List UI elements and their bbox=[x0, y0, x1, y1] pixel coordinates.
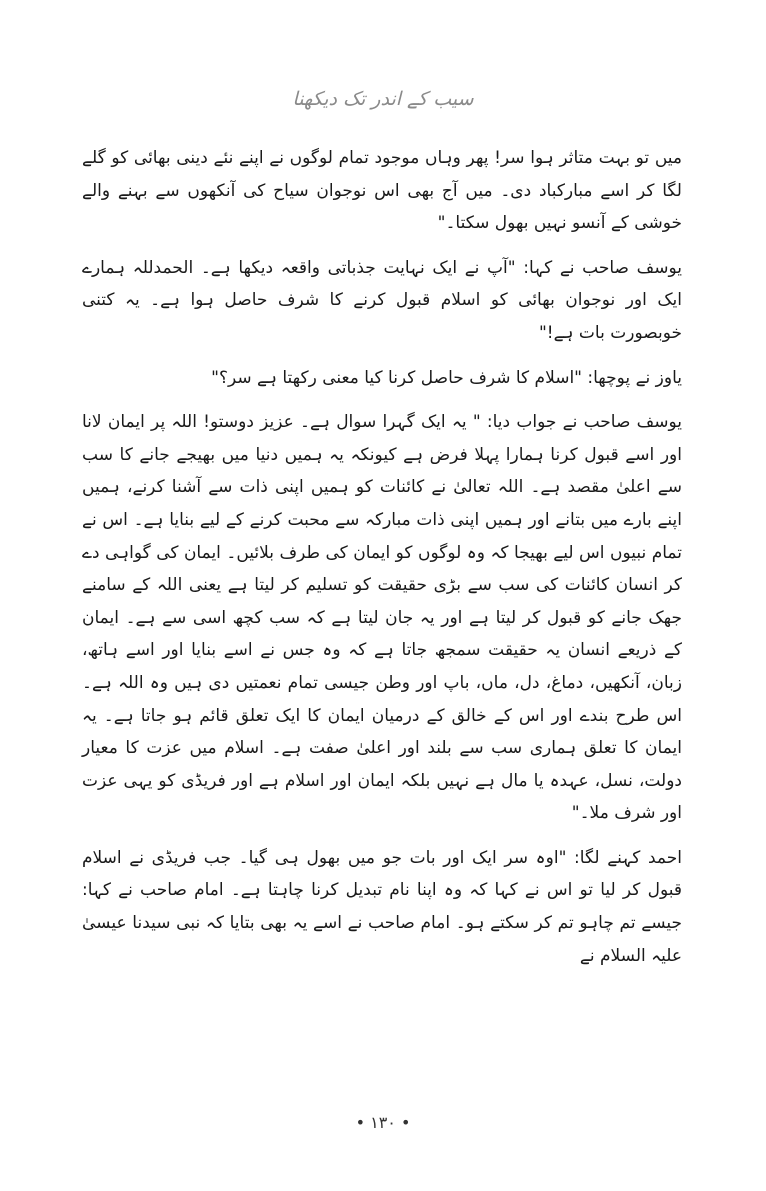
paragraph-5: احمد کہنے لگا: "اوہ سر ایک اور بات جو میں بھول ہی گیا۔ جب فریڈی نے اسلام قبول کر لیا تو اس نے کہا کہ وہ اپنا نام تبدیل کرنا چاہتا ہے۔ امام صاحب نے کہا: جیسے تم چاہو تم کر سکتے ہو۔ امام صاحب نے اسے یہ بھی بتایا کہ نبی سیدنا عیسیٰ علیہ السلام نے bbox=[82, 847, 682, 966]
paragraph-3: یاوز نے پوچھا: "اسلام کا شرف حاصل کرنا کیا معنی رکھتا ہے سر؟" bbox=[211, 367, 682, 388]
paragraph-1: میں تو بہت متاثر ہوا سر! پھر وہاں موجود تمام لوگوں نے اپنے نئے دینی بھائی کو گلے لگا کر اسے مبارکباد دی۔ میں آج بھی اس نوجوان سیاح کی آنکھوں سے بہنے والے خوشی کے آنسو نہیں بھول سکتا۔" bbox=[82, 148, 682, 234]
paragraph-4: یوسف صاحب نے جواب دیا: " یہ ایک گہرا سوال ہے۔ عزیز دوستو! اللہ پر ایمان لانا اور اسے قبول کرنا ہمارا پہلا فرض ہے کیونکہ یہ ہمیں دنیا میں بھیجے جانے کا سب سے اعلیٰ مقصد ہے۔ اللہ تعالیٰ نے کائنات کو ہمیں اپنی ذات سے آشنا کرنے، ہمیں اپنے بارے میں بتانے اور ہمیں اپنی ذات مبارکہ سے محبت کرنے کے لیے بنایا ہے۔ اس نے تمام نبیوں اس لیے بھیجا کہ وہ لوگوں کو ایمان کی طرف بلائیں۔ ایمان کی گواہی دے کر انسان کائنات کی سب سے بڑی حقیقت کو تسلیم کر لیتا ہے یعنی اللہ کے سامنے جھک جانے کو قبول کر لیتا ہے اور یہ جان لیتا ہے کہ سب کچھ اسی سے ہے۔ ایمان کے ذریعے انسان یہ حقیقت سمجھ جاتا ہے کہ وہ جس نے اسے بنایا اور اسے ہاتھ، زبان، آنکھیں، دماغ، دل، ماں، باپ اور وطن جیسی تمام نعمتیں دی ہیں وہ اللہ ہے۔ اس طرح بندے اور اس کے خالق کے درمیان ایمان کا ایک تعلق قائم ہو جاتا ہے۔ یہ ایمان کا تعلق ہماری سب سے بلند اور اعلیٰ صفت ہے۔ اسلام میں عزت کا معیار دولت، نسل، عہدہ یا مال ہے نہیں بلکہ ایمان اور اسلام ہے اور فریڈی کو یہی عزت اور شرف ملا۔" bbox=[82, 412, 682, 824]
body-text bbox=[82, 142, 682, 984]
paragraph-2: یوسف صاحب نے کہا: "آپ نے ایک نہایت جذباتی واقعہ دیکھا ہے۔ الحمدللہ ہمارے ایک اور نوجوان بھائی کو اسلام قبول کرنے کا شرف حاصل ہوا ہے۔ یہ کتنی خوبصورت بات ہے!" bbox=[82, 257, 682, 343]
running-header: سیب کے اندر تک دیکھنا bbox=[292, 88, 474, 110]
page-number: • ۱۳۰ • bbox=[355, 1113, 411, 1132]
